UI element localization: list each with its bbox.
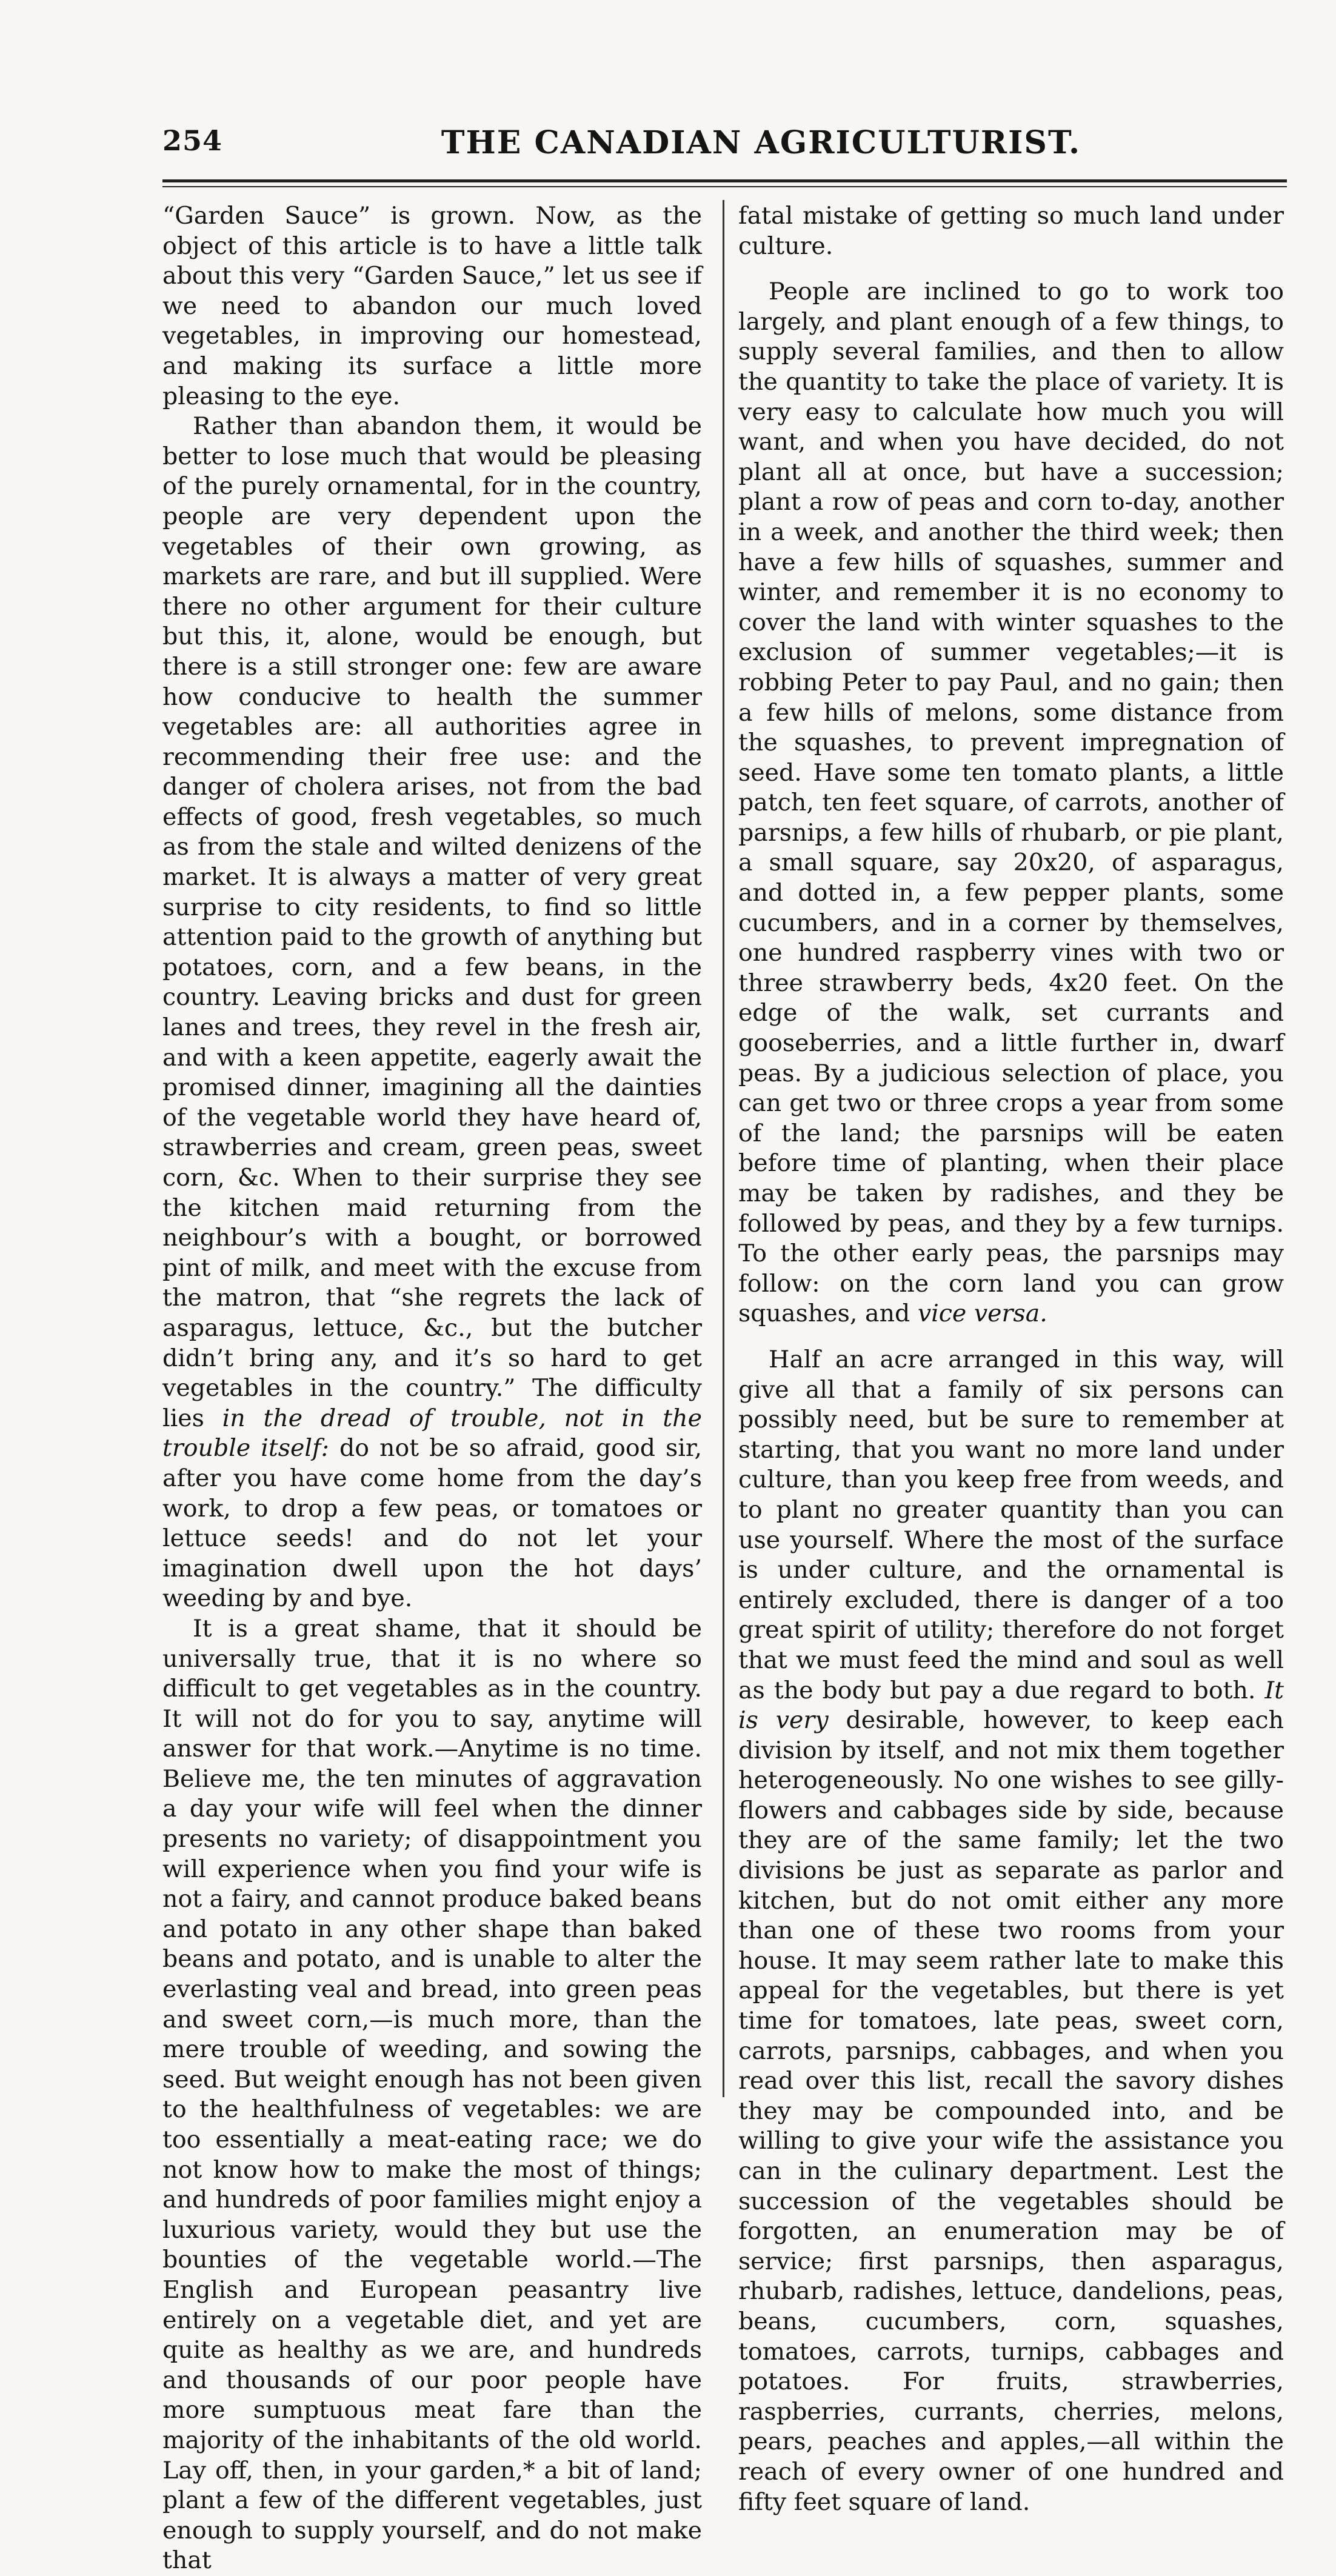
header-rule-thin xyxy=(162,186,1287,187)
italic-phrase: It is very xyxy=(738,1676,1284,1735)
running-title: THE CANADIAN AGRICULTURIST. xyxy=(441,124,1081,161)
italic-phrase: in the dread of trouble, not in the trouble itself: xyxy=(162,1404,703,1463)
page-header xyxy=(162,124,1287,173)
italic-phrase: vice versa. xyxy=(917,1300,1047,1328)
column-divider xyxy=(723,200,724,2097)
paragraph: “Garden Sauce” is grown. Now, as the object of this article is to have a little talk about this very “Garden Sauce,” let us see if we need to abandon our much loved vegetables, in improving our homestead, and making its surface a little more pleasing to the eye. xyxy=(162,202,702,410)
paragraph: Half an acre arranged in this way, will give all that a family of six persons can possibly need, but be sure to remember at starting, that you want no more land under culture, than you keep free from weeds, and to plant no greater quantity than you can use yourself. Where the most of the surface is under culture, and the ornamental is entirely excluded, there is danger of a too great spirit of utility; therefore do not forget that we must feed the mind and soul as well as the body but pay a due regard to both. It is very desirable, however, to keep each division by itself, and not mix them together heterogeneously. No one wishes to see gilly-flowers and cabbages side by side, because they are of the same family; let the two divisions be just as separate as parlor and kitchen, but do not omit either any more than one of these two rooms from your house. It may seem rather late to make this appeal for the vegetables, but there is yet time for tomatoes, late peas, sweet corn, carrots, parsnips, cabbages, and when you read over this list, recall the savory dishes they may be compounded into, and be willing to give your wife the assistance you can in the culinary department. Lest the succession of the vegetables should be forgotten, an enumeration may be of service; first parsnips, then asparagus, rhubarb, radishes, lettuce, dandelions, peas, beans, cucumbers, corn, squashes, tomatoes, carrots, turnips, cabbages and potatoes. For fruits, strawberries, raspberries, currants, cherries, melons, pears, peaches and apples,—all within the reach of every owner of one hundred and fifty feet square of land. xyxy=(738,1345,1284,2516)
paragraph: fatal mistake of getting so much land under culture. xyxy=(738,202,1284,260)
paragraph: People are inclined to go to work too largely, and plant enough of a few things, to supply several families, and then to allow the quantity to take the place of variety. It is very easy to calculate how much you will want, and when you have decided, do not plant all at once, but have a succession; plant a row of peas and corn to-day, another in a week, and another the third week; then have a few hills of squashes, summer and winter, and remember it is no economy to cover the land with winter squashes to the exclusion of summer vegetables;—it is robbing Peter to pay Paul, and no gain; then a few hills of melons, some distance from the squashes, to prevent impregnation of seed. Have some ten tomato plants, a little patch, ten feet square, of carrots, another of parsnips, a few hills of rhubarb, or pie plant, a small square, say 20x20, of asparagus, and dotted in, a few pepper plants, some cucumbers, and in a corner by themselves, one hundred raspberry vines with two or three strawberry beds, 4x20 feet. On the edge of the walk, set currants and gooseberries, and a little further in, dwarf peas. By a judicious selection of place, you can get two or three crops a year from some of the land; the parsnips will be eaten before time of planting, when their place may be taken by radishes, and they be followed by peas, and they by a few turnips. To the other early peas, the parsnips may follow: on the corn land you can grow squashes, and vice versa. xyxy=(738,278,1284,1328)
paragraph: Rather than abandon them, it would be better to lose much that would be pleasing of the purely ornamental, for in the country, people are very dependent upon the vegetables of their own growing, as markets are rare, and but ill supplied. Were there no other argument for their culture but this, it, alone, would be enough, but there is a still stronger one: few are aware how conducive to health the summer vegetables are: all authorities agree in recommending their free use: and the danger of cholera arises, not from the bad effects of good, fresh vegetables, so much as from the stale and wilted denizens of the market. It is always a matter of very great surprise to city residents, to find so little attention paid to the growth of anything but potatoes, corn, and a few beans, in the country. Leaving bricks and dust for green lanes and trees, they revel in the fresh air, and with a keen appetite, eagerly await the promised dinner, imagining all the dainties of the vegetable world they have heard of, strawberries and cream, green peas, sweet corn, &c. When to their surprise they see the kitchen maid returning from the neighbour’s with a bought, or borrowed pint of milk, and meet with the excuse from the matron, that “she regrets the lack of asparagus, lettuce, &c., but the butcher didn’t bring any, and it’s so hard to get vegetables in the country.” The difficulty lies in the dread of trouble, not in the trouble itself: do not be so afraid, good sir, after you have come home from the day’s work, to drop a few peas, or tomatoes or lettuce seeds! and do not let your imagination dwell upon the hot days’ weeding by and bye. xyxy=(162,412,703,1613)
left-column xyxy=(162,201,702,2576)
right-column xyxy=(738,201,1284,2517)
page-number: 254 xyxy=(162,124,223,157)
paragraph: It is a great shame, that it should be universally true, that it is no where so difficult to get vegetables as in the country. It will not do for you to say, anytime will answer for that work.—Anytime is no time. Believe me, the ten minutes of aggravation a day your wife will feel when the dinner presents no variety; of disappointment you will experience when you find your wife is not a fairy, and cannot produce baked beans and potato in any other shape than baked beans and potato, and is unable to alter the everlasting veal and bread, into green peas and sweet corn,—is much more, than the mere trouble of weeding, and sowing the seed. But weight enough has not been given to the healthfulness of vegetables: we are too essentially a meat-eating race; we do not know how to make the most of things; and hundreds of poor families might enjoy a luxurious variety, would they but use the bounties of the vegetable world.—The English and European peasantry live entirely on a vegetable diet, and yet are quite as healthy as we are, and hundreds and thousands of our poor people have more sumptuous meat fare than the majority of the inhabitants of the old world. Lay off, then, in your garden,* a bit of land; plant a few of the different vegetables, just enough to supply yourself, and do not make that xyxy=(162,1614,702,2575)
header-rule-thick xyxy=(162,179,1287,182)
